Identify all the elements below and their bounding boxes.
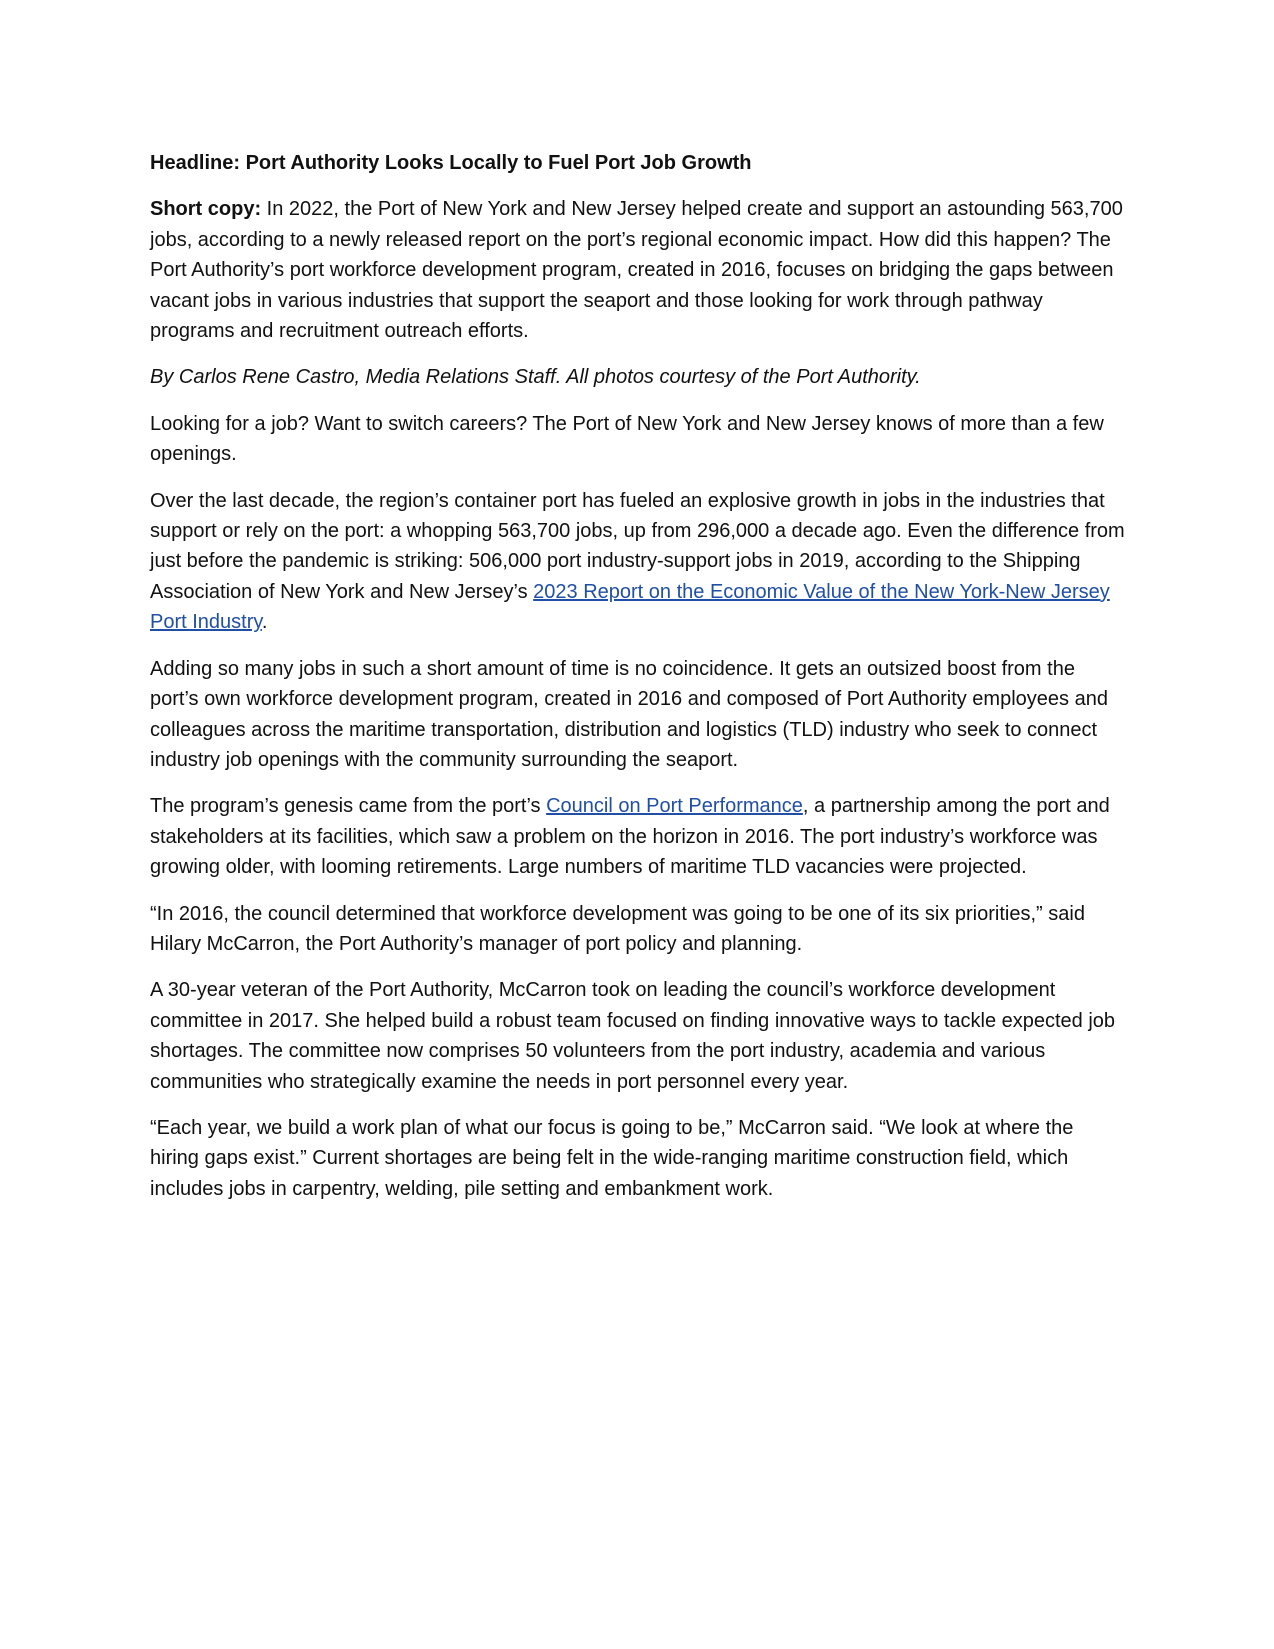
short-copy bbox=[150, 194, 1126, 346]
paragraph-2 bbox=[150, 486, 1126, 638]
paragraph-2-end: . bbox=[261, 611, 268, 634]
short-copy-text: In 2022, the Port of New York and New Jersey helped create and support an astounding 563,700 jobs, according to a newly released report on the port’s regional economic impact. How did this happen? The Port Authority’s port workforce development program, created in 2016, focuses on bridging the gaps between vacant jobs in various industries that support the seaport and those looking for work through pathway programs and recruitment outreach efforts. bbox=[150, 198, 1123, 343]
paragraph-3: Adding so many jobs in such a short amount of time is no coincidence. It gets an outsized boost from the port’s own workforce development program, created in 2016 and composed of Port Authority employees and colleagues across the maritime transportation, distribution and logistics (TLD) industry who seek to connect industry job openings with the community surrounding the seaport. bbox=[150, 657, 1108, 771]
paragraph-4-rest: , a partnership among the port and stakeholders at its facilities, which saw a problem on the horizon in 2016. The port industry’s workforce was growing older, with looming retirements. Large numbers of maritime TLD vacancies were projected. bbox=[150, 795, 1110, 879]
paragraph-4-text: The program’s genesis came from the port’s bbox=[150, 795, 547, 818]
paragraph-4 bbox=[150, 791, 1126, 882]
paragraph-6: A 30-year veteran of the Port Authority, McCarron took on leading the council’s workforce development committee in 2017. She helped build a robust team focused on finding innovative ways to tackle expected job shortages. The committee now comprises 50 volunteers from the port industry, academia and various communities who strategically examine the needs in port personnel every year. bbox=[150, 979, 1116, 1093]
short-copy-label: Short copy: bbox=[150, 198, 262, 221]
paragraph-7: “Each year, we build a work plan of what our focus is going to be,” McCarron said. “We look at where the hiring gaps exist.” Current shortages are being felt in the wide-ranging maritime construction field, which includes jobs in carpentry, welding, pile setting and embankment work. bbox=[150, 1116, 1074, 1200]
document-page bbox=[150, 148, 1126, 1220]
byline: By Carlos Rene Castro, Media Relations Staff. All photos courtesy of the Port Authority. bbox=[150, 366, 921, 389]
paragraph-5: “In 2016, the council determined that workforce development was going to be one of its six priorities,” said Hilary McCarron, the Port Authority’s manager of port policy and planning. bbox=[150, 902, 1085, 955]
economic-value-report-link[interactable]: 2023 Report on the Economic Value of the New York-New Jersey Port Industry bbox=[150, 580, 1110, 634]
headline: Headline: Port Authority Looks Locally to Fuel Port Job Growth bbox=[150, 152, 752, 174]
council-on-port-performance-link[interactable]: Council on Port Performance bbox=[546, 795, 803, 818]
paragraph-1: Looking for a job? Want to switch careers? The Port of New York and New Jersey knows of more than a few openings. bbox=[150, 412, 1104, 466]
paragraph-2-text: Over the last decade, the region’s container port has fueled an explosive growth in jobs in the industries that support or rely on the port: a whopping 563,700 jobs, up from 296,000 a decade ago. Even the difference from just before the pandemic is striking: 506,000 port industry-support jobs in 2019, according to the Shipping Association of New York and New Jersey’s bbox=[150, 489, 1125, 603]
